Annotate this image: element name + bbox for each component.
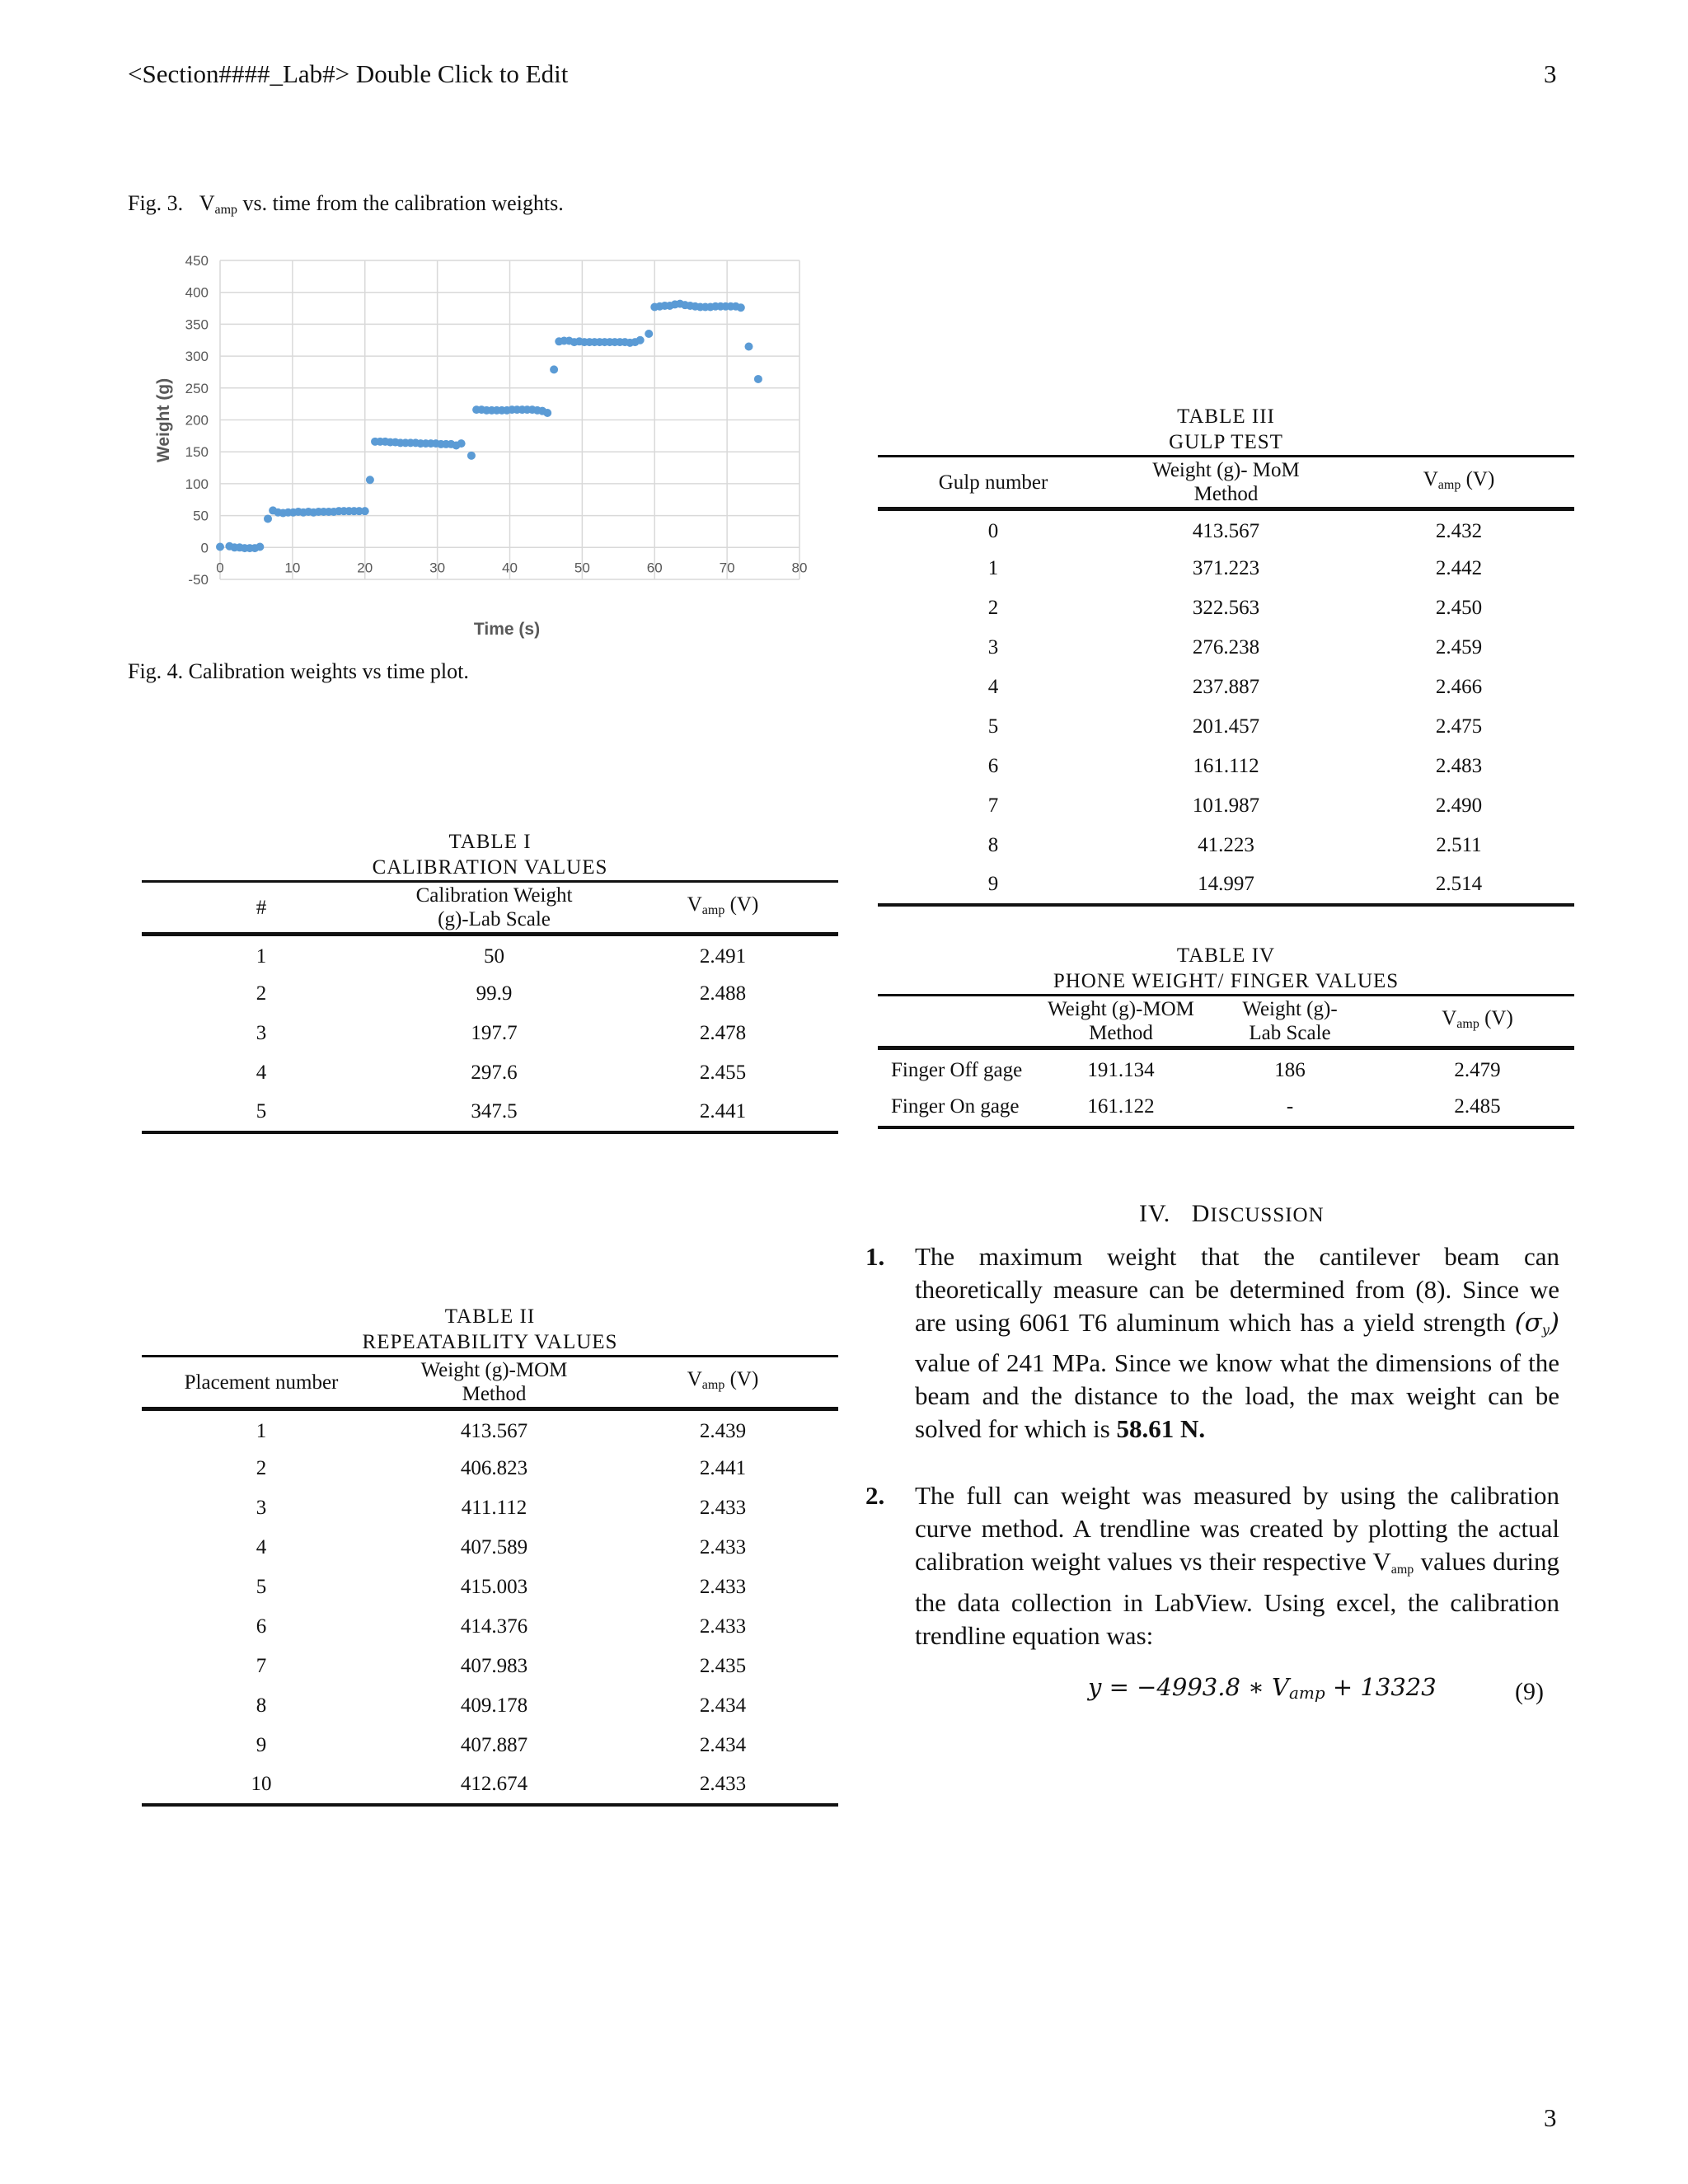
- table2-cell: 5: [256, 1575, 267, 1598]
- table1-cell: 5: [256, 1099, 267, 1122]
- table4-row: [878, 1048, 1574, 1088]
- table3-cell: 1: [987, 556, 999, 579]
- table1-header-vamp: $V_{amp}$ (V): [687, 893, 759, 917]
- table2-cell: 2.434: [699, 1733, 747, 1756]
- table1-cell: 4: [256, 1061, 267, 1084]
- table3-row: [878, 588, 1574, 628]
- table3-cell: 201.457: [1192, 715, 1260, 738]
- table4-header-blank: [878, 996, 1043, 1048]
- table2-row: [142, 1528, 838, 1568]
- table4-cell: 2.479: [1454, 1058, 1501, 1081]
- table2-cell: 6: [256, 1615, 267, 1638]
- table4-header-labscale: Weight (g)- Lab Scale: [1242, 998, 1338, 1044]
- table1-cell: 99.9: [476, 982, 513, 1005]
- x-tick-label: 20: [357, 560, 373, 576]
- data-point: [457, 439, 466, 448]
- table2-cell: 407.589: [460, 1535, 528, 1558]
- table3-cell: 8: [987, 833, 999, 856]
- data-point: [645, 330, 653, 338]
- table2-cell: 2.433: [699, 1615, 747, 1638]
- data-point: [550, 365, 558, 373]
- table1-cell: 2.478: [699, 1021, 747, 1044]
- table3-cell: 2.432: [1435, 519, 1483, 542]
- table1-cell: 297.6: [471, 1061, 518, 1084]
- table3-subtitle: GULP TEST: [1169, 431, 1283, 453]
- table3-cell: 14.997: [1198, 872, 1254, 895]
- table3-row: [878, 707, 1574, 747]
- x-tick-label: 30: [429, 560, 446, 576]
- calibration-scatter-chart: [144, 246, 820, 649]
- table2-cell: 406.823: [460, 1456, 528, 1479]
- table3-cell: 413.567: [1192, 519, 1260, 542]
- table3-row: [878, 747, 1574, 786]
- table2-cell: 2.441: [699, 1456, 747, 1479]
- x-tick-label: 40: [502, 560, 518, 576]
- running-header: <Section####_Lab#> Double Click to Edit: [128, 59, 569, 88]
- table3-cell: 2.514: [1435, 872, 1483, 895]
- data-point: [264, 514, 272, 523]
- data-point: [744, 342, 753, 350]
- data-point: [543, 409, 551, 417]
- table2-cell: 2.433: [699, 1496, 747, 1519]
- y-tick-label: 250: [185, 380, 209, 396]
- y-tick-label: 300: [185, 349, 209, 365]
- table4-cell: 191.134: [1087, 1058, 1155, 1081]
- table2-row: [142, 1726, 838, 1765]
- table3-row: [878, 549, 1574, 588]
- discussion-item-1: 1. The maximum weight that the cantilever beam can theoretically measure can be determined from (8). Since we are using 6061 T6 aluminum which has a yield strength $(\sigma_y)$ value of 241 MPa. Since we know what the dimensions of the beam and the distance to the load, the max weight can be solved for which is 58.61 N.: [865, 1242, 1559, 1443]
- table2: [142, 1304, 838, 1807]
- table1-row: [142, 935, 838, 974]
- table3-cell: 371.223: [1192, 556, 1260, 579]
- table2-row: [142, 1449, 838, 1488]
- table2-header-vamp: $V_{amp}$ (V): [687, 1368, 759, 1392]
- table4-header-mom: Weight (g)-MOM Method: [1048, 998, 1194, 1044]
- table4-subtitle: PHONE WEIGHT/ FINGER VALUES: [1053, 970, 1400, 992]
- table3-cell: 6: [987, 754, 999, 777]
- table2-cell: 2.433: [699, 1575, 747, 1598]
- table2-cell: 2: [256, 1456, 267, 1479]
- table3-cell: 41.223: [1198, 833, 1254, 856]
- table1-title: TABLE I: [448, 831, 532, 853]
- table1: [142, 829, 838, 1134]
- table3-cell: 2.466: [1435, 675, 1483, 698]
- table1-row: [142, 1053, 838, 1093]
- x-tick-label: 60: [646, 560, 663, 576]
- table3-cell: 9: [987, 872, 999, 895]
- table2-cell: 9: [256, 1733, 267, 1756]
- table2-cell: 2.433: [699, 1535, 747, 1558]
- table3-cell: 2.475: [1435, 715, 1483, 738]
- data-point: [216, 543, 224, 551]
- discussion-item-2: 2. The full can weight was measured by using the calibration curve method. A trendline was created by plotting the actual calibration weight values vs their respective $V_{amp}$ values during the data collection in LabView. Using excel, the calibration trendline equation was:: [865, 1481, 1559, 1650]
- table4-header-vamp: $V_{amp}$ (V): [1442, 1007, 1513, 1031]
- table2-cell: 409.178: [460, 1694, 528, 1717]
- table2-row: [142, 1647, 838, 1686]
- table1-cell: 347.5: [471, 1099, 518, 1122]
- data-point: [737, 303, 745, 312]
- data-points: [216, 300, 762, 552]
- table2-cell: 10: [251, 1772, 272, 1795]
- table1-subtitle: CALIBRATION VALUES: [372, 856, 608, 879]
- table3-row: [878, 628, 1574, 668]
- x-tick-label: 50: [574, 560, 590, 576]
- table2-cell: 2.433: [699, 1772, 747, 1795]
- table2-header-weight: Weight (g)-MOM Method: [420, 1359, 568, 1405]
- x-tick-label: 80: [791, 560, 808, 576]
- table4-cell: Finger On gage: [891, 1094, 1020, 1118]
- table2-cell: 4: [256, 1535, 267, 1558]
- section-heading-discussion: IV. DISCUSSION: [1139, 1200, 1325, 1227]
- table1-cell: 1: [256, 944, 267, 968]
- table3-cell: 322.563: [1192, 596, 1260, 619]
- table3-row: [878, 865, 1574, 905]
- table3-cell: 161.112: [1193, 754, 1259, 777]
- y-tick-label: 200: [185, 412, 209, 429]
- table2-cell: 407.887: [460, 1733, 528, 1756]
- table2-cell: 413.567: [460, 1419, 528, 1442]
- data-point: [754, 375, 762, 383]
- table2-cell: 8: [256, 1694, 267, 1717]
- table2-cell: 1: [256, 1419, 267, 1442]
- x-tick-label: 0: [216, 560, 224, 576]
- table2-row: [142, 1686, 838, 1726]
- y-tick-label: 0: [200, 540, 209, 556]
- table2-cell: 414.376: [460, 1615, 528, 1638]
- table3-cell: 7: [987, 794, 999, 817]
- table3: [878, 404, 1574, 907]
- y-tick-label: 450: [185, 253, 209, 269]
- header-page-number: 3: [1544, 59, 1557, 88]
- table1-header-weight: Calibration Weight (g)-Lab Scale: [415, 884, 573, 930]
- table4-title: TABLE IV: [1176, 944, 1276, 967]
- table1-cell: 197.7: [471, 1021, 518, 1044]
- table2-row: [142, 1568, 838, 1607]
- table3-cell: 237.887: [1192, 675, 1260, 698]
- data-point: [256, 543, 264, 551]
- x-axis-label: Time (s): [473, 620, 541, 639]
- table3-title: TABLE III: [1177, 405, 1275, 428]
- table2-header-placement: Placement number: [184, 1371, 339, 1394]
- table2-cell: 407.983: [460, 1654, 528, 1677]
- data-point: [636, 336, 645, 344]
- table3-cell: 5: [987, 715, 999, 738]
- table3-cell: 101.987: [1192, 794, 1260, 817]
- y-tick-label: 100: [185, 476, 209, 492]
- x-tick-labels: [216, 560, 807, 575]
- data-point: [361, 507, 369, 515]
- fig3-caption: Fig. 3. $V_{amp}$ vs. time from the calibration weights.: [128, 191, 564, 217]
- y-tick-labels: [185, 253, 209, 588]
- table4: [878, 943, 1574, 1129]
- table2-cell: 412.674: [460, 1772, 528, 1795]
- table3-cell: 2.483: [1435, 754, 1483, 777]
- table2-cell: 2.434: [699, 1694, 747, 1717]
- table3-cell: 2.490: [1435, 794, 1483, 817]
- table1-header-index: #: [256, 896, 267, 919]
- table2-row: [142, 1409, 838, 1449]
- table1-cell: 2.455: [699, 1061, 747, 1084]
- y-tick-label: 150: [185, 444, 209, 461]
- trendline-equation: y = −4993.8 ∗ $V_{amp} + 13323$: [1088, 1673, 1437, 1703]
- item2-number: 2.: [865, 1481, 885, 1510]
- table1-cell: 3: [256, 1021, 267, 1044]
- table2-row: [142, 1488, 838, 1528]
- table3-cell: 4: [987, 675, 999, 698]
- table1-cell: 50: [484, 944, 504, 968]
- table1-cell: 2.441: [699, 1099, 747, 1122]
- table2-cell: 7: [256, 1654, 267, 1677]
- table3-cell: 2.442: [1435, 556, 1483, 579]
- table3-cell: 3: [987, 635, 999, 658]
- table2-title: TABLE II: [444, 1305, 536, 1328]
- table1-cell: 2.488: [699, 982, 747, 1005]
- table3-cell: 276.238: [1192, 635, 1260, 658]
- x-tick-label: 10: [284, 560, 301, 576]
- table4-cell: Finger Off gage: [891, 1058, 1023, 1081]
- data-point: [366, 476, 374, 484]
- table3-row: [878, 509, 1574, 549]
- equation-number: (9): [1515, 1678, 1544, 1705]
- table2-cell: 415.003: [460, 1575, 528, 1598]
- table2-row: [142, 1765, 838, 1805]
- data-point: [467, 452, 476, 460]
- footer-page-number: 3: [1544, 2103, 1557, 2132]
- table3-cell: 2.511: [1436, 833, 1482, 856]
- table4-cell: -: [1286, 1094, 1294, 1118]
- table4-cell: 186: [1274, 1058, 1306, 1081]
- table2-row: [142, 1607, 838, 1647]
- table2-subtitle: REPEATABILITY VALUES: [362, 1331, 618, 1353]
- table3-row: [878, 786, 1574, 826]
- y-tick-label: 50: [193, 508, 209, 524]
- table2-cell: 2.439: [699, 1419, 747, 1442]
- table3-cell: 0: [987, 519, 999, 542]
- table3-cell: 2.450: [1435, 596, 1483, 619]
- fig4-caption: Fig. 4. Calibration weights vs time plot.: [128, 659, 469, 683]
- y-axis-label: Weight (g): [154, 377, 173, 463]
- table2-cell: 3: [256, 1496, 267, 1519]
- table3-cell: 2.459: [1435, 635, 1483, 658]
- x-tick-label: 70: [719, 560, 735, 576]
- table3-row: [878, 668, 1574, 707]
- table3-header-vamp: $V_{amp}$ (V): [1423, 468, 1495, 492]
- table1-row: [142, 1093, 838, 1132]
- item1-number: 1.: [865, 1242, 885, 1271]
- table1-row: [142, 1014, 838, 1053]
- table3-cell: 2: [987, 596, 999, 619]
- table1-row: [142, 974, 838, 1014]
- y-tick-label: 350: [185, 316, 209, 333]
- table1-cell: 2.491: [699, 944, 747, 968]
- table4-cell: 2.485: [1454, 1094, 1501, 1118]
- table2-cell: 411.112: [461, 1496, 528, 1519]
- y-tick-label: 400: [185, 284, 209, 301]
- table3-header-weight: Weight (g)- MoM Method: [1152, 459, 1300, 505]
- table4-row: [878, 1088, 1574, 1127]
- table4-cell: 161.122: [1087, 1094, 1155, 1118]
- table3-header-gulp: Gulp number: [938, 471, 1048, 494]
- y-tick-label: -50: [188, 572, 209, 588]
- table1-cell: 2: [256, 982, 267, 1005]
- table3-row: [878, 826, 1574, 865]
- table2-cell: 2.435: [699, 1654, 747, 1677]
- max-weight-value: 58.61 N.: [1116, 1414, 1206, 1443]
